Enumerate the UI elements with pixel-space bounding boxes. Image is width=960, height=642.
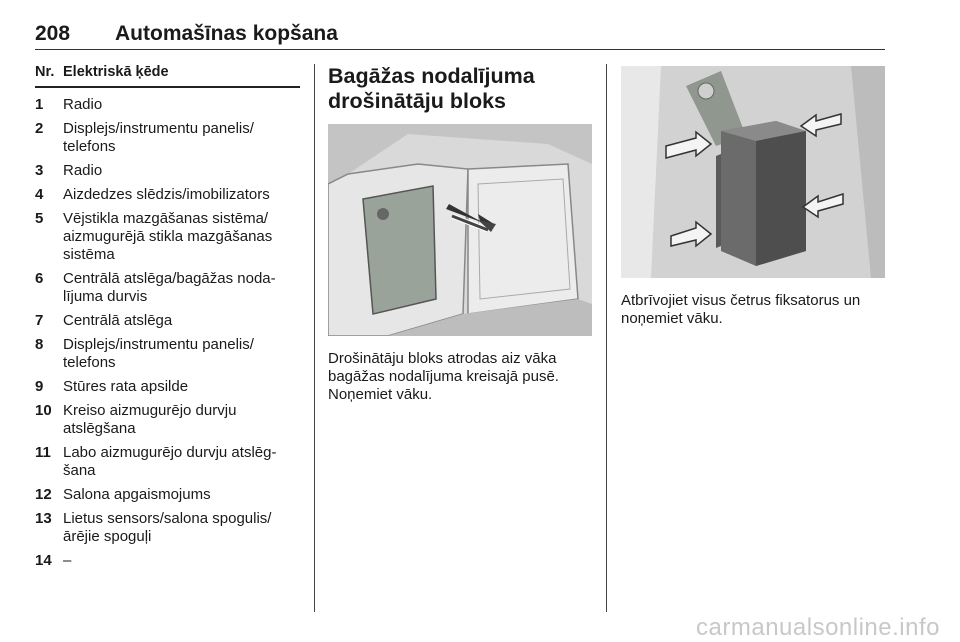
row-number: 8 — [35, 336, 44, 353]
row-circuit: Kreiso aizmugurējo durvju atslēgšana — [63, 402, 237, 437]
row-number: 3 — [35, 162, 44, 179]
row-circuit: – — [63, 552, 72, 569]
col-header-circuit: Elektriskā ķēde — [63, 64, 169, 80]
table-row — [35, 552, 300, 570]
trunk-cover-illustration — [328, 124, 592, 336]
row-number: 11 — [35, 444, 51, 461]
row-circuit: Aizdedzes slēdzis/imobilizators — [63, 186, 270, 203]
row-number: 10 — [35, 402, 52, 419]
fuse-table-header — [35, 64, 300, 88]
row-number: 14 — [35, 552, 52, 569]
row-circuit: Lietus sensors/salona spogulis/ ārējie spoguļi — [63, 510, 272, 545]
table-row — [35, 186, 300, 204]
section-text-2: Atbrīvojiet visus četrus fiksatorus un noņemiet vāku. — [621, 292, 861, 327]
row-circuit: Stūres rata apsilde — [63, 378, 189, 395]
col-header-nr: Nr. — [35, 64, 55, 80]
fuse-box-illustration — [621, 66, 885, 278]
row-circuit: Displejs/instrumentu panelis/ telefons — [63, 336, 254, 371]
table-row — [35, 402, 300, 438]
header-rule — [35, 49, 885, 50]
row-number: 12 — [35, 486, 52, 503]
section-title: Bagāžas nodalījuma drošinātāju bloks — [328, 64, 535, 113]
row-circuit: Centrālā atslēga — [63, 312, 173, 329]
row-circuit: Radio — [63, 96, 103, 113]
table-row — [35, 378, 300, 396]
table-row — [35, 210, 300, 264]
table-row — [35, 312, 300, 330]
column-divider — [606, 64, 607, 612]
row-circuit: Radio — [63, 162, 103, 179]
page-number: 208 — [35, 22, 71, 45]
row-number: 6 — [35, 270, 44, 287]
row-circuit: Centrālā atslēga/bagāžas noda-lījuma durvis — [63, 270, 276, 305]
row-circuit: Salona apgaismojums — [63, 486, 211, 503]
row-number: 1 — [35, 96, 44, 113]
table-row — [35, 336, 300, 372]
row-number: 4 — [35, 186, 44, 203]
row-circuit: Displejs/instrumentu panelis/ telefons — [63, 120, 254, 155]
table-row — [35, 270, 300, 306]
section-text-1: Drošinātāju bloks atrodas aiz vāka bagāžas nodalījuma kreisajā pusē. Noņemiet vāku. — [328, 350, 559, 403]
page-header — [35, 22, 885, 52]
table-row — [35, 510, 300, 546]
row-circuit: Vējstikla mazgāšanas sistēma/ aizmugurējā stikla mazgāšanas sistēma — [63, 210, 273, 263]
watermark: carmanualsonline.info — [696, 614, 940, 641]
table-row — [35, 444, 300, 480]
table-row — [35, 486, 300, 504]
table-row — [35, 96, 300, 114]
table-row — [35, 120, 300, 156]
fuse-table — [35, 64, 300, 570]
row-number: 5 — [35, 210, 44, 227]
row-circuit: Labo aizmugurējo durvju atslēg-šana — [63, 444, 277, 479]
row-number: 13 — [35, 510, 52, 527]
row-number: 9 — [35, 378, 44, 395]
column-divider — [314, 64, 315, 612]
table-row — [35, 162, 300, 180]
row-number: 7 — [35, 312, 44, 329]
row-number: 2 — [35, 120, 44, 137]
page-title: Automašīnas kopšana — [115, 22, 338, 45]
section-column — [328, 64, 592, 114]
